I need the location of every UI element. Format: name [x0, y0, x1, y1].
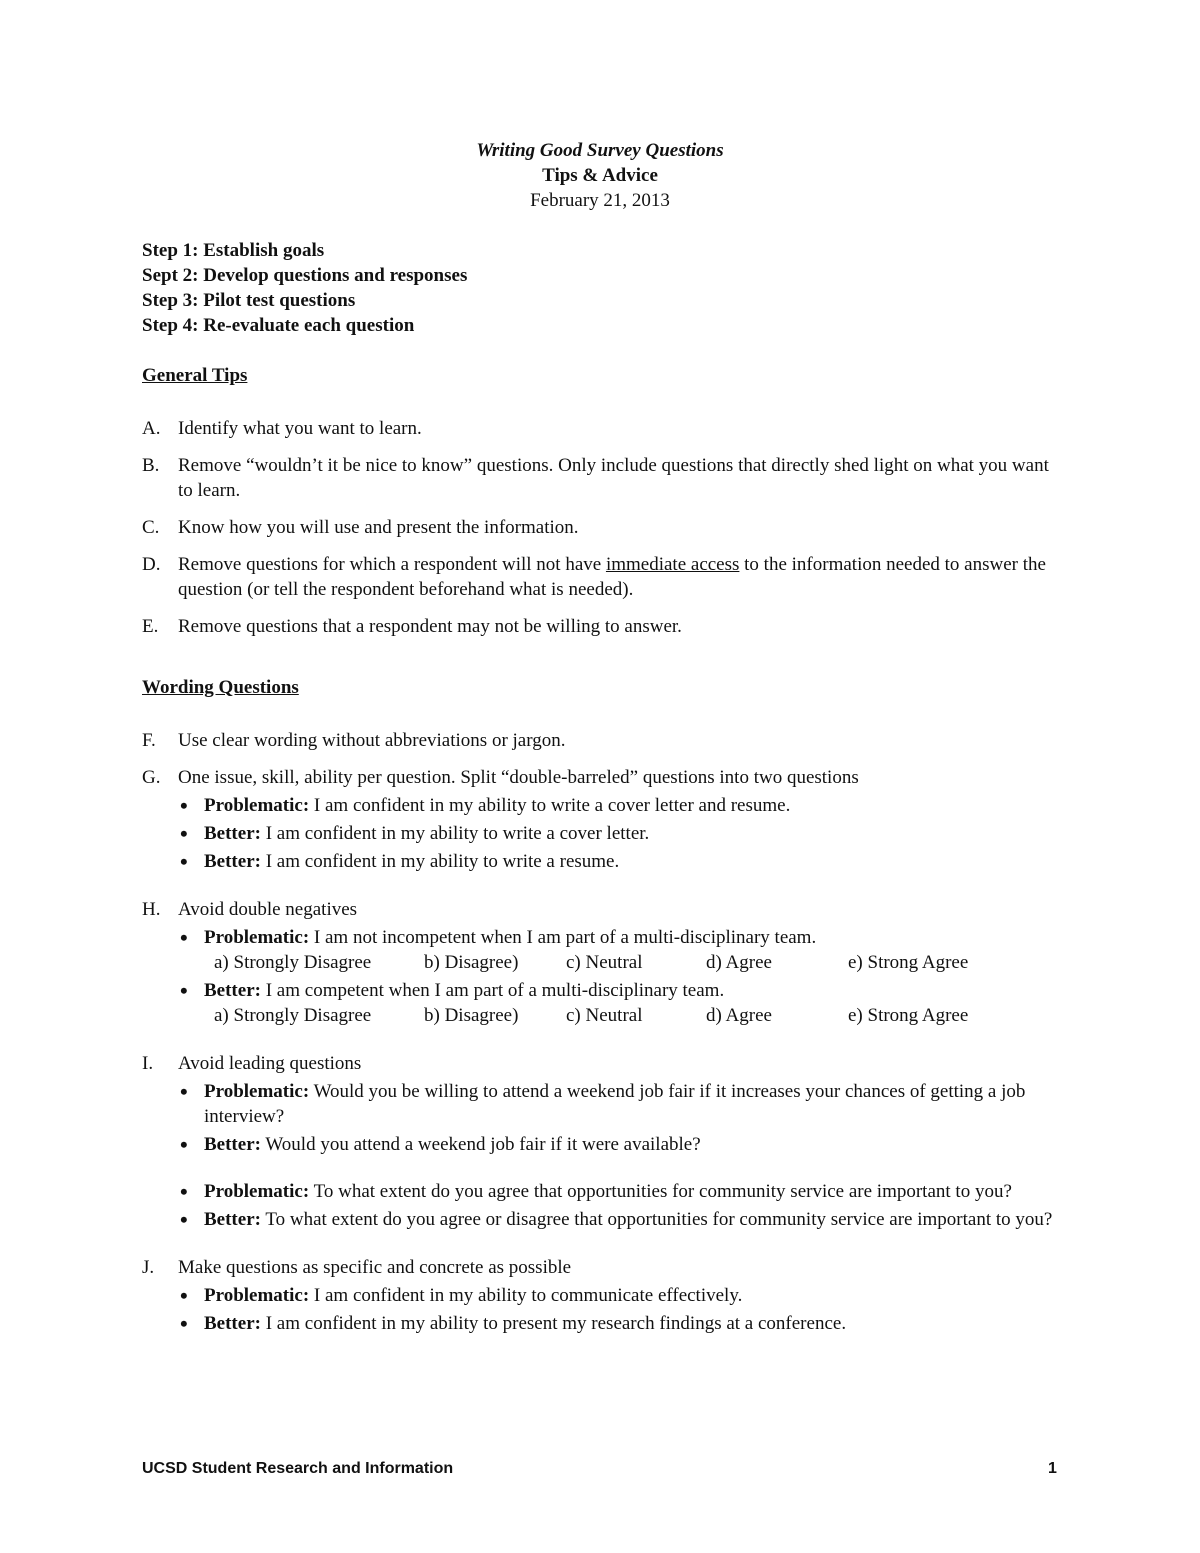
- scale-option: e) Strong Agree: [848, 952, 969, 973]
- list-item: [142, 765, 1062, 874]
- list-item: [142, 1255, 1062, 1336]
- bullet-item: [178, 821, 1062, 846]
- response-scale: [204, 1003, 1062, 1028]
- bullet-item: [178, 793, 1062, 818]
- bullet-list: [178, 793, 1062, 874]
- bullet-item: [178, 1079, 1062, 1129]
- list-item: [142, 453, 1062, 503]
- bullet-text: Would you attend a weekend job fair if it were available?: [260, 1134, 701, 1155]
- bullet-item: [178, 925, 1062, 975]
- scale-option: a) Strongly Disagree: [214, 952, 372, 973]
- section-heading-wording-questions: Wording Questions: [142, 677, 299, 698]
- bullet-text: Would you be willing to attend a weekend job fair if it increases your chances of getting a job interview?: [204, 1081, 1026, 1127]
- page-number: 1: [1048, 1460, 1057, 1477]
- item-letter: I.: [142, 1053, 154, 1074]
- footer-label: UCSD Student Research and Information: [142, 1460, 454, 1477]
- response-scale: [204, 950, 1062, 975]
- document-header: [0, 138, 1200, 213]
- bullet-label: Problematic:: [204, 795, 310, 816]
- scale-option: b) Disagree): [424, 952, 519, 973]
- bullet-list: [178, 1079, 1062, 1232]
- item-text: One issue, skill, ability per question. Split “double-barreled” questions into two questions: [178, 767, 859, 788]
- bullet-label: Problematic:: [204, 1081, 310, 1102]
- item-text: Identify what you want to learn.: [178, 418, 422, 439]
- bullet-text: To what extent do you agree or disagree that opportunities for community service are important to you?: [260, 1209, 1053, 1230]
- list-item: [142, 515, 1062, 540]
- item-letter: H.: [142, 899, 161, 920]
- steps-list: [142, 238, 467, 338]
- scale-option: a) Strongly Disagree: [214, 1005, 372, 1026]
- general-tips-list: [142, 416, 1062, 639]
- step-item: Sept 2: Develop questions and responses: [142, 265, 468, 286]
- item-letter: C.: [142, 517, 160, 538]
- bullet-item: [178, 849, 1062, 874]
- bullet-label: Better:: [204, 823, 261, 844]
- bullet-label: Better:: [204, 1209, 261, 1230]
- document-date: February 21, 2013: [530, 190, 670, 211]
- bullet-list: [178, 925, 1062, 1028]
- item-text: Remove “wouldn’t it be nice to know” questions. Only include questions that directly shed light on what you want to learn.: [178, 455, 1049, 501]
- section-heading-general-tips: General Tips: [142, 365, 248, 386]
- bullet-item: [178, 1132, 1062, 1157]
- bullet-item: [178, 1311, 1062, 1336]
- list-item: [142, 416, 1062, 441]
- item-text: Remove questions for which a respondent will not have: [178, 554, 606, 575]
- bullet-text: I am confident in my ability to present my research findings at a conference.: [260, 1313, 847, 1334]
- scale-option: c) Neutral: [566, 1005, 643, 1026]
- bullet-text: To what extent do you agree that opportunities for community service are important to you?: [309, 1181, 1012, 1202]
- bullet-text: I am competent when I am part of a multi-disciplinary team.: [260, 980, 725, 1001]
- scale-option: b) Disagree): [424, 1005, 519, 1026]
- bullet-label: Problematic:: [204, 1285, 310, 1306]
- bullet-label: Better:: [204, 1134, 261, 1155]
- bullet-label: Better:: [204, 851, 261, 872]
- bullet-text: I am not incompetent when I am part of a multi-disciplinary team.: [309, 927, 817, 948]
- scale-option: c) Neutral: [566, 952, 643, 973]
- list-item: [142, 614, 1062, 639]
- document-title: Writing Good Survey Questions: [476, 140, 724, 161]
- bullet-item: [178, 1179, 1062, 1204]
- scale-option: d) Agree: [706, 1005, 772, 1026]
- bullet-label: Problematic:: [204, 1181, 310, 1202]
- list-item: [142, 1051, 1062, 1232]
- wording-questions-list: [142, 728, 1062, 1339]
- bullet-item: [178, 1207, 1062, 1232]
- bullet-text: I am confident in my ability to write a resume.: [260, 851, 620, 872]
- item-letter: B.: [142, 455, 160, 476]
- item-text: Use clear wording without abbreviations or jargon.: [178, 730, 566, 751]
- bullet-label: Better:: [204, 980, 261, 1001]
- bullet-text: I am confident in my ability to write a cover letter.: [260, 823, 650, 844]
- item-text: Make questions as specific and concrete as possible: [178, 1257, 572, 1278]
- scale-option: e) Strong Agree: [848, 1005, 969, 1026]
- step-item: Step 4: Re-evaluate each question: [142, 315, 415, 336]
- item-letter: A.: [142, 418, 161, 439]
- bullet-label: Problematic:: [204, 927, 310, 948]
- bullet-text: I am confident in my ability to write a cover letter and resume.: [309, 795, 791, 816]
- scale-option: d) Agree: [706, 952, 772, 973]
- item-text: Know how you will use and present the information.: [178, 517, 579, 538]
- item-text: Remove questions that a respondent may not be willing to answer.: [178, 616, 682, 637]
- item-letter: J.: [142, 1257, 155, 1278]
- list-item: [142, 897, 1062, 1028]
- item-letter: G.: [142, 767, 161, 788]
- item-letter: F.: [142, 730, 156, 751]
- bullet-list: [178, 1283, 1062, 1336]
- bullet-item: [178, 978, 1062, 1028]
- item-text: Avoid double negatives: [178, 899, 358, 920]
- list-item: [142, 728, 1062, 753]
- item-letter: D.: [142, 554, 161, 575]
- bullet-item: [178, 1283, 1062, 1308]
- step-item: Step 1: Establish goals: [142, 240, 325, 261]
- list-item: [142, 552, 1062, 602]
- bullet-label: Better:: [204, 1313, 261, 1334]
- item-text: Avoid leading questions: [178, 1053, 362, 1074]
- document-subtitle: Tips & Advice: [542, 165, 658, 186]
- step-item: Step 3: Pilot test questions: [142, 290, 356, 311]
- underlined-phrase: immediate access: [605, 554, 740, 575]
- bullet-text: I am confident in my ability to communicate effectively.: [309, 1285, 743, 1306]
- item-letter: E.: [142, 616, 159, 637]
- item-text: to the information needed to answer the question (or tell the respondent beforehand what is needed).: [178, 554, 1046, 600]
